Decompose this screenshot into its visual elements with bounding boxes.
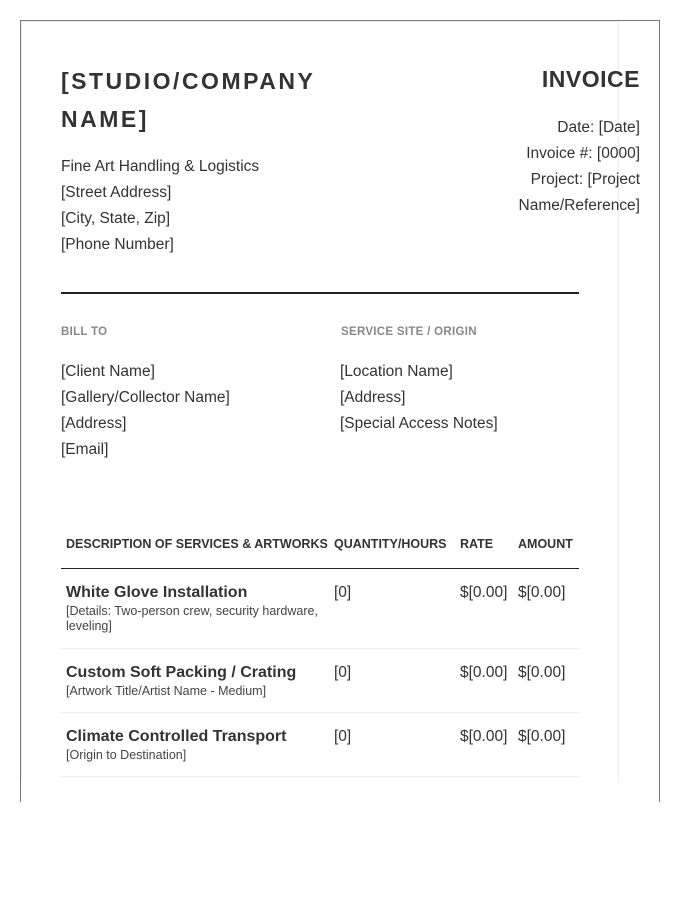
- bill-to-email: [Email]: [61, 441, 109, 458]
- invoice-number: Invoice #: [0000]: [526, 145, 640, 162]
- row-rate: $[0.00]: [460, 584, 508, 601]
- header-quantity: QUANTITY/HOURS: [334, 537, 447, 551]
- site-location: [Location Name]: [340, 363, 453, 380]
- company-address: [61, 154, 321, 258]
- row-quantity: [0]: [334, 728, 352, 745]
- invoice-date: Date: [Date]: [557, 119, 640, 136]
- company-phone: [Phone Number]: [61, 236, 174, 253]
- row-amount: $[0.00]: [518, 584, 566, 601]
- table-row: [61, 569, 579, 649]
- bill-to-label: BILL TO: [61, 326, 108, 338]
- service-detail: [Origin to Destination]: [66, 748, 187, 762]
- row-rate: $[0.00]: [460, 728, 508, 745]
- service-detail: [Artwork Title/Artist Name - Medium]: [66, 684, 267, 698]
- services-table: [61, 520, 579, 777]
- header-rate: RATE: [460, 537, 494, 551]
- bill-to-gallery: [Gallery/Collector Name]: [61, 389, 230, 406]
- service-name: White Glove Installation: [66, 584, 248, 601]
- bill-to-address: [Address]: [61, 415, 127, 432]
- row-quantity: [0]: [334, 664, 352, 681]
- company-tagline: Fine Art Handling & Logistics: [61, 158, 260, 175]
- invoice-meta: [480, 115, 640, 219]
- service-detail: [Details: Two-person crew, security hardware, leveling]: [66, 604, 318, 633]
- row-amount: $[0.00]: [518, 664, 566, 681]
- invoice-project: Project: [Project Name/Reference]: [518, 171, 640, 214]
- service-name: Climate Controlled Transport: [66, 728, 287, 745]
- table-header: [61, 520, 579, 569]
- service-site-label: SERVICE SITE / ORIGIN: [341, 326, 477, 338]
- site-address: [Address]: [340, 389, 406, 406]
- header-description: DESCRIPTION OF SERVICES & ARTWORKS: [66, 536, 328, 551]
- service-name: Custom Soft Packing / Crating: [66, 664, 297, 681]
- company-city: [City, State, Zip]: [61, 210, 171, 227]
- site-notes: [Special Access Notes]: [340, 415, 498, 432]
- invoice-title: INVOICE: [541, 66, 640, 92]
- company-street: [Street Address]: [61, 184, 172, 201]
- table-row: [61, 713, 579, 777]
- service-site-block: [340, 359, 600, 437]
- row-description: [61, 663, 329, 699]
- row-description: [61, 583, 329, 634]
- row-amount: $[0.00]: [518, 728, 566, 745]
- bill-to-client: [Client Name]: [61, 363, 155, 380]
- header-amount: AMOUNT: [518, 537, 573, 551]
- row-description: [61, 727, 329, 763]
- company-name: [STUDIO/COMPANY NAME]: [61, 68, 315, 132]
- bill-to-block: [61, 359, 321, 463]
- header-divider: [61, 292, 579, 294]
- row-quantity: [0]: [334, 584, 352, 601]
- row-rate: $[0.00]: [460, 664, 508, 681]
- table-row: [61, 649, 579, 713]
